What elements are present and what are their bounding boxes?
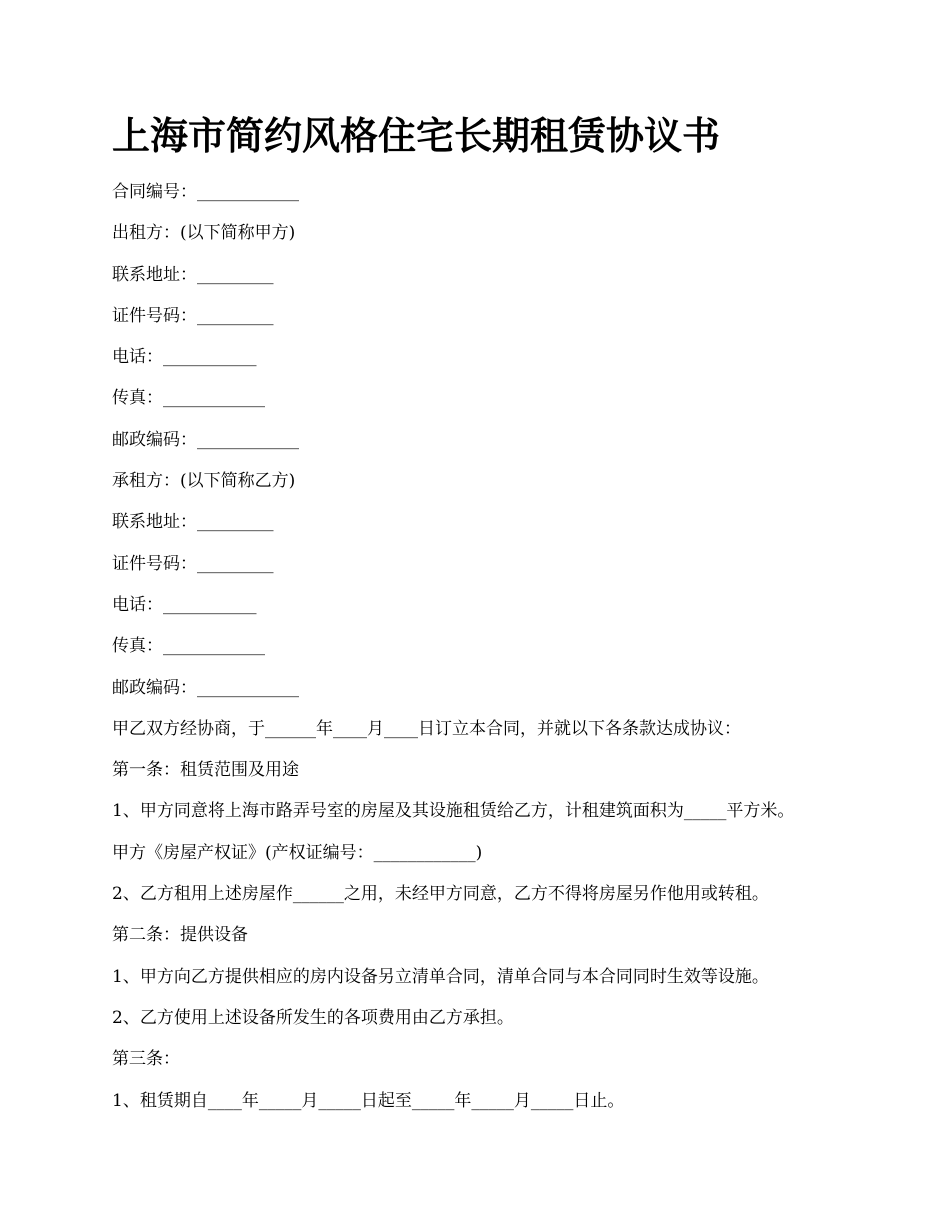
lessee-address-line: 联系地址：_________: [112, 512, 274, 533]
article-2-heading: 第二条：提供设备: [112, 925, 248, 946]
lessee-postcode-line: 邮政编码：____________: [112, 677, 299, 698]
lessor-fax-line: 传真：____________: [112, 388, 265, 409]
document-title: 上海市简约风格住宅长期租赁协议书: [112, 114, 721, 158]
document-body: [112, 172, 912, 1122]
article-3-clause-1: 1、租赁期自____年_____月_____日起至_____年_____月_____日止。: [112, 1090, 625, 1111]
article-1-clause-1: 1、甲方同意将上海市路弄号室的房屋及其设施租赁给乙方，计租建筑面积为_____平方米。: [112, 801, 795, 822]
article-2-clause-2: 2、乙方使用上述设备所发生的各项费用由乙方承担。: [112, 1007, 514, 1028]
article-1-clause-2: 2、乙方租用上述房屋作______之用，未经甲方同意，乙方不得将房屋另作他用或转租。: [112, 884, 769, 905]
lessor-postcode-line: 邮政编码：____________: [112, 429, 299, 450]
lessee-phone-line: 电话：___________: [112, 594, 257, 615]
lessor-address-line: 联系地址：_________: [112, 264, 274, 285]
lessor-phone-line: 电话：___________: [112, 347, 257, 368]
lessee-id-number-line: 证件号码：_________: [112, 553, 274, 574]
lessor-id-number-line: 证件号码：_________: [112, 305, 274, 326]
lessor-heading-line: 出租方：(以下简称甲方): [112, 223, 296, 244]
lessee-heading-line: 承租方：(以下简称乙方): [112, 471, 296, 492]
article-3-heading: 第三条：: [112, 1049, 180, 1070]
article-2-clause-1: 1、甲方向乙方提供相应的房内设备另立清单合同，清单合同与本合同同时生效等设施。: [112, 966, 769, 987]
property-certificate-line: 甲方《房屋产权证》(产权证编号：____________): [112, 842, 483, 863]
agreement-intro-paragraph: 甲乙双方经协商，于______年____月____日订立本合同，并就以下各条款达成协议：: [112, 718, 741, 739]
article-1-heading: 第一条：租赁范围及用途: [112, 760, 299, 781]
lessee-fax-line: 传真：____________: [112, 636, 265, 657]
contract-number-line: 合同编号：____________: [112, 182, 299, 202]
